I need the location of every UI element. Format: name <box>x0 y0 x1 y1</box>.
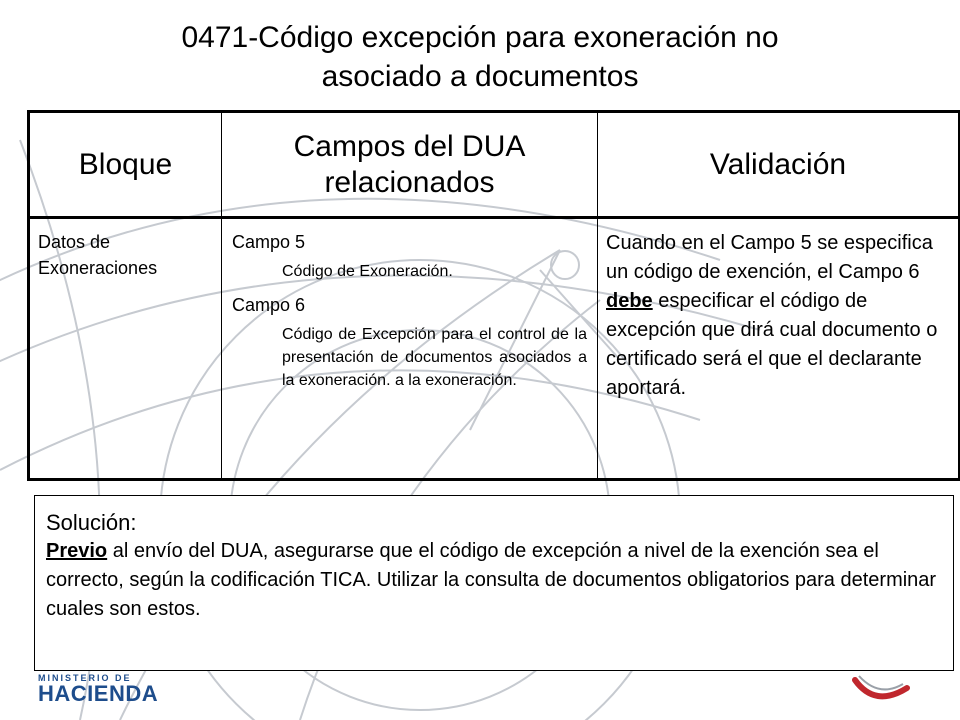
slide-title <box>60 18 900 96</box>
solution-body <box>46 537 953 624</box>
campo6-label: Campo 6 <box>232 295 306 315</box>
header-validacion: Validación <box>598 112 960 218</box>
cell-bloque: Datos de Exoneraciones <box>29 218 222 480</box>
logo-main-text: HACIENDA <box>38 681 159 706</box>
validacion-text-end: especificar el código de excepción que dirá cual documento o certificado será el que el declarante aportará. <box>606 290 938 399</box>
hacienda-logo <box>38 673 158 705</box>
validation-table <box>27 110 960 481</box>
solution-text: al envío del DUA, asegurarse que el código de excepción a nivel de la exención sea el correcto, según la codificación TICA. Utilizar la consulta de documentos obligatorios para determinar cuales son estos. <box>46 540 937 620</box>
solution-box <box>34 495 954 671</box>
validacion-text-start: Cuando en el Campo 5 se especifica un código de exención, el Campo 6 <box>606 232 933 283</box>
header-campos: Campos del DUA relacionados <box>222 112 598 218</box>
cell-campos <box>222 218 598 480</box>
title-line-1: 0471-Código excepción para exoneración no <box>181 21 779 54</box>
campo5-label: Campo 5 <box>232 232 306 252</box>
logo-top-text: MINISTERIO DE <box>38 673 132 683</box>
campo6-description: Código de Excepción para el control de la presentación de documentos asociados a la exoneración. a la exoneración. <box>282 326 587 389</box>
header-bloque: Bloque <box>29 112 222 218</box>
solution-emphasis: Previo <box>46 540 108 562</box>
cell-validacion <box>598 218 960 480</box>
seal-icon <box>845 668 915 713</box>
title-line-2: asociado a documentos <box>321 60 639 93</box>
solution-title: Solución: <box>46 510 137 535</box>
validacion-emphasis: debe <box>606 290 653 312</box>
table-header-row <box>29 112 960 218</box>
table-row <box>29 218 960 480</box>
campo5-description: Código de Exoneración. <box>282 263 453 280</box>
